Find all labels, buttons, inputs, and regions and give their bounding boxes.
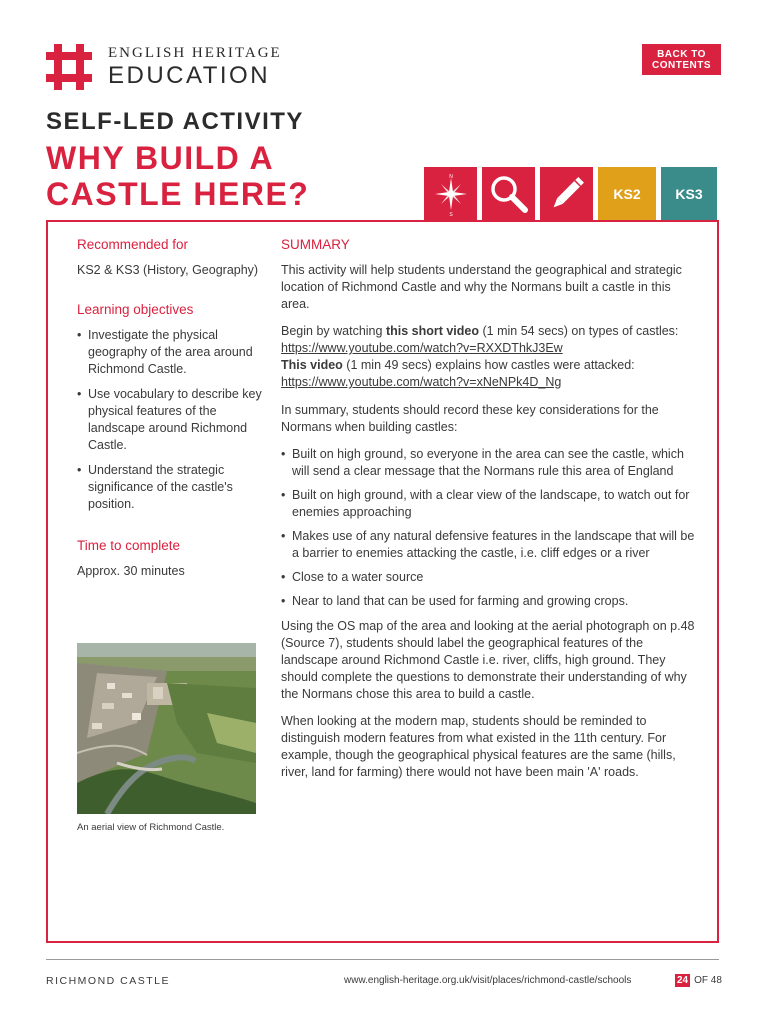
compass-n-label: N bbox=[448, 173, 453, 180]
page-title: WHY BUILD A CASTLE HERE? bbox=[46, 140, 310, 212]
page-indicator bbox=[675, 974, 722, 987]
video2-link-text: This video bbox=[281, 358, 343, 372]
compass-s-label: S bbox=[448, 211, 453, 216]
video1-link-text: this short video bbox=[385, 324, 480, 338]
summary-heading: SUMMARY bbox=[281, 237, 350, 252]
consideration-item: • Close to a water source bbox=[281, 569, 701, 586]
page-number: 24 bbox=[677, 975, 689, 986]
objective-item: • Understand the strategic significance of the castle's position. bbox=[77, 462, 262, 513]
considerations-intro: In summary, students should record these key considerations for the Normans when building castles: bbox=[281, 403, 659, 434]
footer-divider bbox=[46, 959, 719, 960]
os-map-paragraph: Using the OS map of the area and looking at the aerial photograph on p.48 (Source 7), students should label the geographical features of the landscape around Richmond Castle i.e. river, cliffs, high ground. They should complete the questions to demonstrate their understanding of why the Normans chose this area to build a castle. bbox=[281, 619, 695, 701]
pencil-tile bbox=[540, 167, 593, 220]
pencil-icon bbox=[545, 172, 589, 216]
video1-pre: Begin by watching bbox=[281, 324, 386, 338]
compass-icon bbox=[431, 172, 471, 216]
video1-url-link[interactable]: https://www.youtube.com/watch?v=RXXDThkJ3Ew bbox=[281, 341, 563, 355]
summary-column bbox=[281, 236, 701, 791]
brand-top-text: ENGLISH HERITAGE bbox=[108, 45, 282, 61]
activity-kicker: SELF-LED ACTIVITY bbox=[46, 108, 304, 135]
page-total: OF 48 bbox=[694, 975, 722, 986]
footer-site-name: RICHMOND CASTLE bbox=[46, 975, 171, 987]
modern-map-paragraph: When looking at the modern map, students should be reminded to distinguish modern features from what existed in the 11th century. For example, though the geographical physical features are the same (hills, river, land for farming) there would not have been main 'A' roads. bbox=[281, 714, 676, 779]
left-column bbox=[77, 236, 262, 590]
back-button-line1: BACK TO bbox=[657, 48, 706, 60]
objective-item: • Investigate the physical geography of the area around Richmond Castle. bbox=[77, 327, 262, 378]
back-to-contents-button[interactable] bbox=[642, 44, 721, 75]
summary-intro: This activity will help students understand the geographical and strategic location of Richmond Castle and why the Normans built a castle in this area. bbox=[281, 263, 682, 311]
objectives-list bbox=[77, 327, 262, 513]
video1-post: (1 min 54 secs) on types of castles: bbox=[479, 324, 679, 338]
footer-url-link[interactable]: www.english-heritage.org.uk/visit/places/richmond-castle/schools bbox=[344, 975, 632, 986]
back-button-line2: CONTENTS bbox=[652, 59, 711, 71]
considerations-list bbox=[281, 446, 701, 610]
recommended-heading: Recommended for bbox=[77, 237, 189, 252]
magnifier-tile bbox=[482, 167, 535, 220]
magnifying-glass-icon bbox=[487, 172, 531, 216]
ks2-tile: KS2 bbox=[598, 167, 656, 220]
consideration-item: • Makes use of any natural defensive features in the landscape that will be a barrier to enemies attacking the castle, i.e. cliff edges or a river bbox=[281, 528, 701, 562]
video2-url-link[interactable]: https://www.youtube.com/watch?v=xNeNPk4D_Ng bbox=[281, 375, 562, 389]
recommended-text: KS2 & KS3 (History, Geography) bbox=[77, 263, 259, 277]
aerial-photo-richmond-castle bbox=[77, 643, 256, 814]
objective-item: • Use vocabulary to describe key physical features of the landscape around Richmond Castle. bbox=[77, 386, 262, 454]
consideration-item: • Near to land that can be used for farming and growing crops. bbox=[281, 593, 701, 610]
time-heading: Time to complete bbox=[77, 538, 181, 553]
english-heritage-logo-icon bbox=[46, 44, 92, 90]
photo-caption: An aerial view of Richmond Castle. bbox=[77, 822, 225, 833]
video2-post: (1 min 49 secs) explains how castles were attacked: bbox=[342, 358, 635, 372]
time-text: Approx. 30 minutes bbox=[77, 564, 185, 578]
objectives-heading: Learning objectives bbox=[77, 302, 194, 317]
activity-tiles bbox=[424, 167, 717, 220]
compass-tile bbox=[424, 167, 477, 220]
video-links-paragraph bbox=[281, 323, 701, 391]
consideration-item: • Built on high ground, so everyone in the area can see the castle, which will send a clear message that the Normans rule this area of England bbox=[281, 446, 701, 480]
consideration-item: • Built on high ground, with a clear view of the landscape, to watch out for enemies approaching bbox=[281, 487, 701, 521]
ks3-tile: KS3 bbox=[661, 167, 717, 220]
brand-main-text: EDUCATION bbox=[108, 62, 271, 89]
